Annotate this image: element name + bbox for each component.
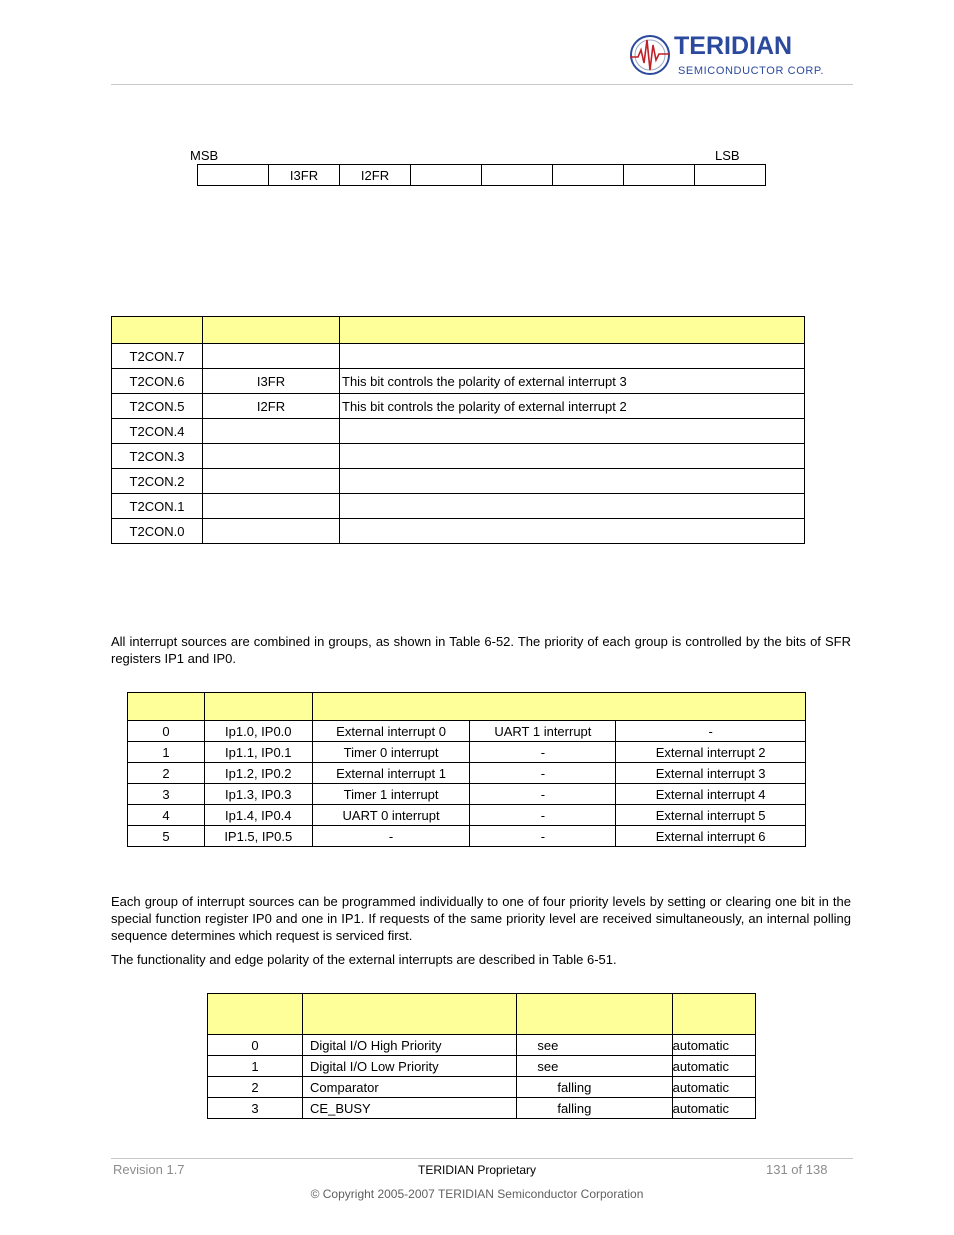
table-row bbox=[112, 344, 805, 369]
table-header-row bbox=[112, 317, 805, 344]
bit-cell: T2CON.5 bbox=[112, 394, 203, 419]
table-cell: 0 bbox=[128, 721, 205, 742]
logo-tagline: SEMICONDUCTOR CORP. bbox=[678, 65, 825, 77]
table-header-cell bbox=[204, 693, 312, 721]
interrupt-number-cell: 2 bbox=[208, 1077, 303, 1098]
table-header-cell bbox=[203, 317, 340, 344]
name-cell bbox=[203, 419, 340, 444]
polarity-cell: falling bbox=[517, 1077, 672, 1098]
table-row bbox=[128, 742, 806, 763]
table-cell: - bbox=[470, 784, 616, 805]
bit-cell: T2CON.4 bbox=[112, 419, 203, 444]
register-bit-cell: I3FR bbox=[269, 165, 340, 186]
polarity-cell: see bbox=[517, 1035, 672, 1056]
register-bit-cell bbox=[695, 165, 766, 186]
table-row bbox=[112, 419, 805, 444]
table-header-cell bbox=[672, 994, 755, 1035]
table-cell: External interrupt 1 bbox=[312, 763, 470, 784]
register-bit-cell bbox=[198, 165, 269, 186]
table-cell: IP1.5, IP0.5 bbox=[204, 826, 312, 847]
footer-divider bbox=[111, 1158, 853, 1159]
table-cell: UART 1 interrupt bbox=[470, 721, 616, 742]
external-interrupt-table bbox=[207, 993, 756, 1119]
bit-cell: T2CON.6 bbox=[112, 369, 203, 394]
table-row bbox=[128, 826, 806, 847]
table-row bbox=[112, 369, 805, 394]
register-bit-cell bbox=[482, 165, 553, 186]
table-header-cell bbox=[312, 693, 805, 721]
name-cell bbox=[203, 344, 340, 369]
interrupt-group-table bbox=[127, 692, 806, 847]
table-row bbox=[112, 519, 805, 544]
description-cell: This bit controls the polarity of external interrupt 2 bbox=[340, 394, 805, 419]
table-cell: - bbox=[312, 826, 470, 847]
interrupt-source-cell: Digital I/O Low Priority bbox=[303, 1056, 517, 1077]
register-bit-cell bbox=[411, 165, 482, 186]
register-bit-cell: I2FR bbox=[340, 165, 411, 186]
table-header-cell bbox=[303, 994, 517, 1035]
table-cell: Ip1.1, IP0.1 bbox=[204, 742, 312, 763]
table-row bbox=[208, 1056, 756, 1077]
interrupt-number-cell: 3 bbox=[208, 1098, 303, 1119]
bit-cell: T2CON.1 bbox=[112, 494, 203, 519]
teridian-logo-mark bbox=[628, 30, 834, 80]
table-row bbox=[112, 469, 805, 494]
header-divider bbox=[111, 84, 853, 85]
name-cell bbox=[203, 444, 340, 469]
table-row bbox=[208, 1077, 756, 1098]
register-bit-diagram bbox=[197, 164, 766, 186]
body-paragraph: All interrupt sources are combined in groups, as shown in Table 6-52. The priority of each group is controlled by the bits of SFR registers IP1 and IP0. bbox=[111, 634, 851, 666]
table-cell: 3 bbox=[128, 784, 205, 805]
body-paragraph: Each group of interrupt sources can be programmed individually to one of four priority levels by setting or clearing one bit in the special function register IP0 and one in IP1. If requests of the same priority level are received simultaneously, an internal polling sequence determines which request is serviced first. bbox=[111, 894, 851, 943]
register-bit-row bbox=[198, 165, 766, 186]
table-row bbox=[128, 721, 806, 742]
register-bit-cell bbox=[624, 165, 695, 186]
lsb-label: LSB bbox=[715, 148, 740, 163]
table-cell: Ip1.3, IP0.3 bbox=[204, 784, 312, 805]
description-cell: This bit controls the polarity of external interrupt 3 bbox=[340, 369, 805, 394]
msb-label: MSB bbox=[190, 148, 219, 163]
table-header-row bbox=[128, 693, 806, 721]
description-cell bbox=[340, 494, 805, 519]
table-row bbox=[208, 1035, 756, 1056]
table-cell: Ip1.2, IP0.2 bbox=[204, 763, 312, 784]
name-cell bbox=[203, 469, 340, 494]
table-cell: External interrupt 6 bbox=[616, 826, 806, 847]
t2con-bit-table bbox=[111, 316, 805, 544]
table-cell: External interrupt 4 bbox=[616, 784, 806, 805]
description-cell bbox=[340, 444, 805, 469]
table-header-cell bbox=[517, 994, 672, 1035]
description-cell bbox=[340, 519, 805, 544]
table-header-row bbox=[208, 994, 756, 1035]
table-cell: External interrupt 3 bbox=[616, 763, 806, 784]
interrupt-source-cell: Comparator bbox=[303, 1077, 517, 1098]
description-cell bbox=[340, 419, 805, 444]
table-cell: Timer 0 interrupt bbox=[312, 742, 470, 763]
table-row bbox=[128, 784, 806, 805]
table-cell: Timer 1 interrupt bbox=[312, 784, 470, 805]
table-row bbox=[128, 805, 806, 826]
table-row bbox=[112, 494, 805, 519]
bit-cell: T2CON.2 bbox=[112, 469, 203, 494]
interrupt-number-cell: 1 bbox=[208, 1056, 303, 1077]
name-cell: I2FR bbox=[203, 394, 340, 419]
footer-copyright: © Copyright 2005-2007 TERIDIAN Semiconductor Corporation bbox=[310, 1187, 644, 1201]
table-cell: External interrupt 5 bbox=[616, 805, 806, 826]
register-bit-cell bbox=[553, 165, 624, 186]
table-row bbox=[112, 444, 805, 469]
flag-reset-cell: automatic bbox=[672, 1098, 755, 1119]
name-cell: I3FR bbox=[203, 369, 340, 394]
footer-proprietary: TERIDIAN Proprietary bbox=[417, 1163, 537, 1177]
description-cell bbox=[340, 344, 805, 369]
table-cell: 5 bbox=[128, 826, 205, 847]
table-cell: 4 bbox=[128, 805, 205, 826]
table-row bbox=[208, 1098, 756, 1119]
table-cell: - bbox=[470, 742, 616, 763]
table-cell: Ip1.4, IP0.4 bbox=[204, 805, 312, 826]
name-cell bbox=[203, 494, 340, 519]
flag-reset-cell: automatic bbox=[672, 1035, 755, 1056]
flag-reset-cell: automatic bbox=[672, 1056, 755, 1077]
table-cell: - bbox=[470, 826, 616, 847]
teridian-logo bbox=[628, 30, 834, 80]
interrupt-number-cell: 0 bbox=[208, 1035, 303, 1056]
table-cell: - bbox=[470, 805, 616, 826]
polarity-cell: falling bbox=[517, 1098, 672, 1119]
table-cell: Ip1.0, IP0.0 bbox=[204, 721, 312, 742]
table-cell: - bbox=[616, 721, 806, 742]
bit-cell: T2CON.3 bbox=[112, 444, 203, 469]
body-paragraph: The functionality and edge polarity of the external interrupts are described in Table 6-51. bbox=[111, 952, 617, 967]
table-cell: UART 0 interrupt bbox=[312, 805, 470, 826]
interrupt-source-cell: Digital I/O High Priority bbox=[303, 1035, 517, 1056]
flag-reset-cell: automatic bbox=[672, 1077, 755, 1098]
table-row bbox=[112, 394, 805, 419]
table-cell: 1 bbox=[128, 742, 205, 763]
table-cell: 2 bbox=[128, 763, 205, 784]
table-header-cell bbox=[128, 693, 205, 721]
table-cell: - bbox=[470, 763, 616, 784]
table-row bbox=[128, 763, 806, 784]
polarity-cell: see bbox=[517, 1056, 672, 1077]
bit-cell: T2CON.0 bbox=[112, 519, 203, 544]
footer-revision: Revision 1.7 bbox=[113, 1162, 185, 1177]
table-header-cell bbox=[340, 317, 805, 344]
table-cell: External interrupt 0 bbox=[312, 721, 470, 742]
table-header-cell bbox=[208, 994, 303, 1035]
table-header-cell bbox=[112, 317, 203, 344]
description-cell bbox=[340, 469, 805, 494]
bit-cell: T2CON.7 bbox=[112, 344, 203, 369]
name-cell bbox=[203, 519, 340, 544]
logo-brand: TERIDIAN bbox=[674, 32, 793, 60]
interrupt-source-cell: CE_BUSY bbox=[303, 1098, 517, 1119]
footer-page-number: 131 of 138 bbox=[766, 1162, 828, 1177]
table-cell: External interrupt 2 bbox=[616, 742, 806, 763]
